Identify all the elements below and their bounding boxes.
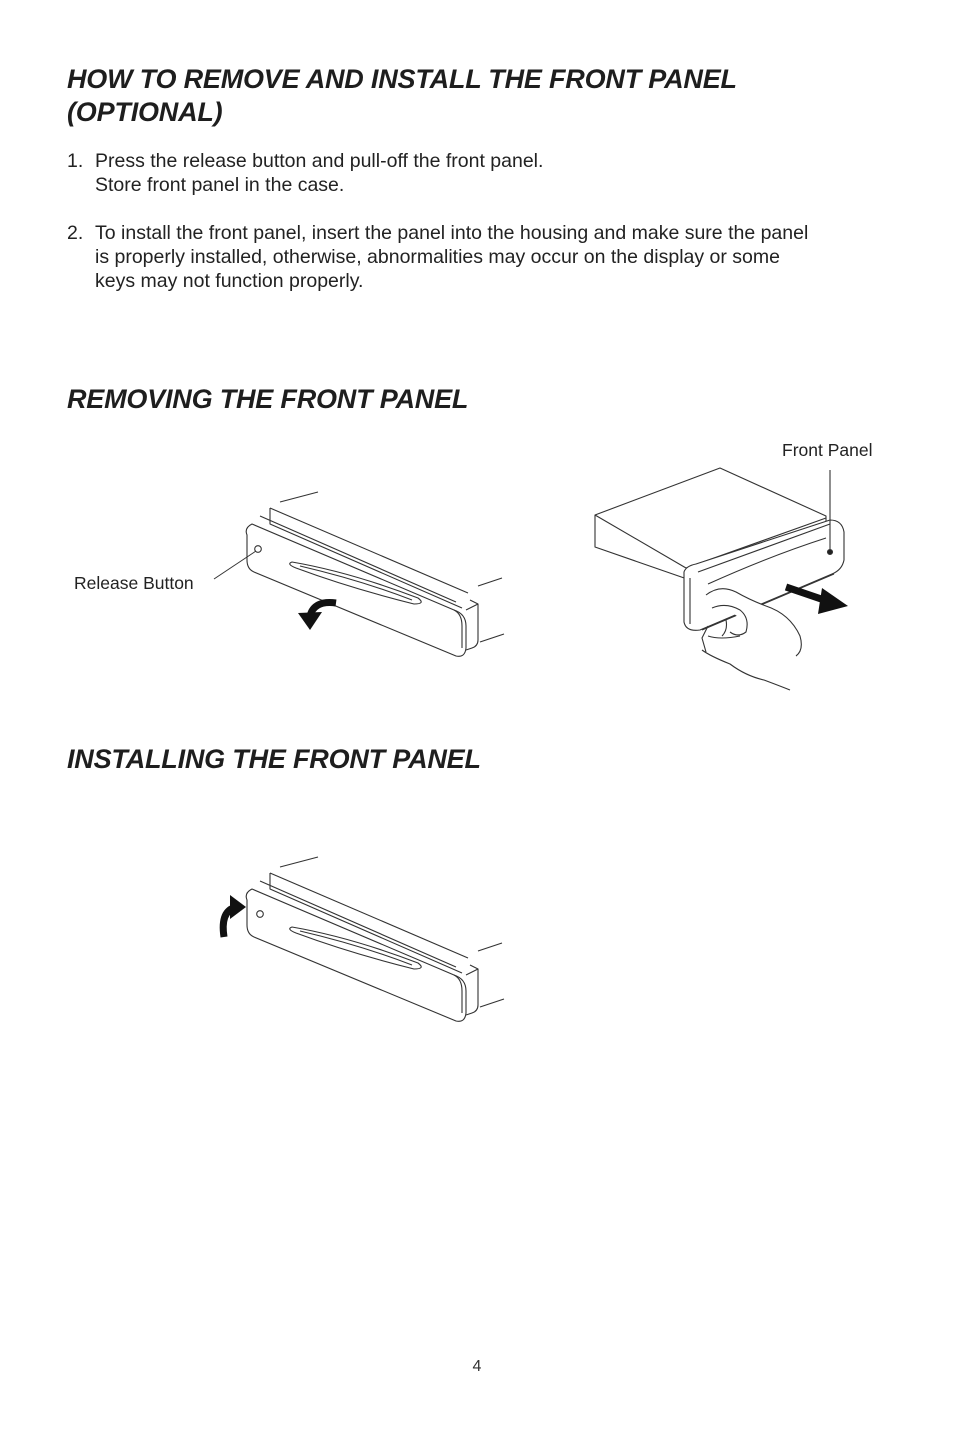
step-number: 2.	[67, 222, 84, 244]
step-line: keys may not function properly.	[95, 270, 364, 292]
removing-heading: REMOVING THE FRONT PANEL	[67, 384, 469, 414]
installing-heading: INSTALLING THE FRONT PANEL	[67, 744, 481, 774]
page-title: HOW TO REMOVE AND INSTALL THE FRONT PANEL (OPTIONAL)	[67, 64, 737, 127]
step-number: 1.	[67, 150, 84, 172]
step-line: is properly installed, otherwise, abnormalities may occur on the display or some	[95, 246, 780, 268]
page-number: 4	[472, 1358, 482, 1375]
faceplate-install-illustration	[200, 845, 530, 1035]
step-line: To install the front panel, insert the panel into the housing and make sure the panel	[95, 222, 809, 244]
instruction-step-2	[67, 221, 897, 293]
step-line: Press the release button and pull-off the front panel.	[95, 150, 544, 172]
front-panel-label: Front Panel	[782, 440, 873, 460]
unit-pull-illustration	[590, 460, 860, 695]
step-line: Store front panel in the case.	[95, 174, 345, 196]
faceplate-release-illustration	[200, 480, 530, 670]
release-button-label: Release Button	[74, 573, 194, 593]
instruction-step-1	[67, 149, 897, 197]
